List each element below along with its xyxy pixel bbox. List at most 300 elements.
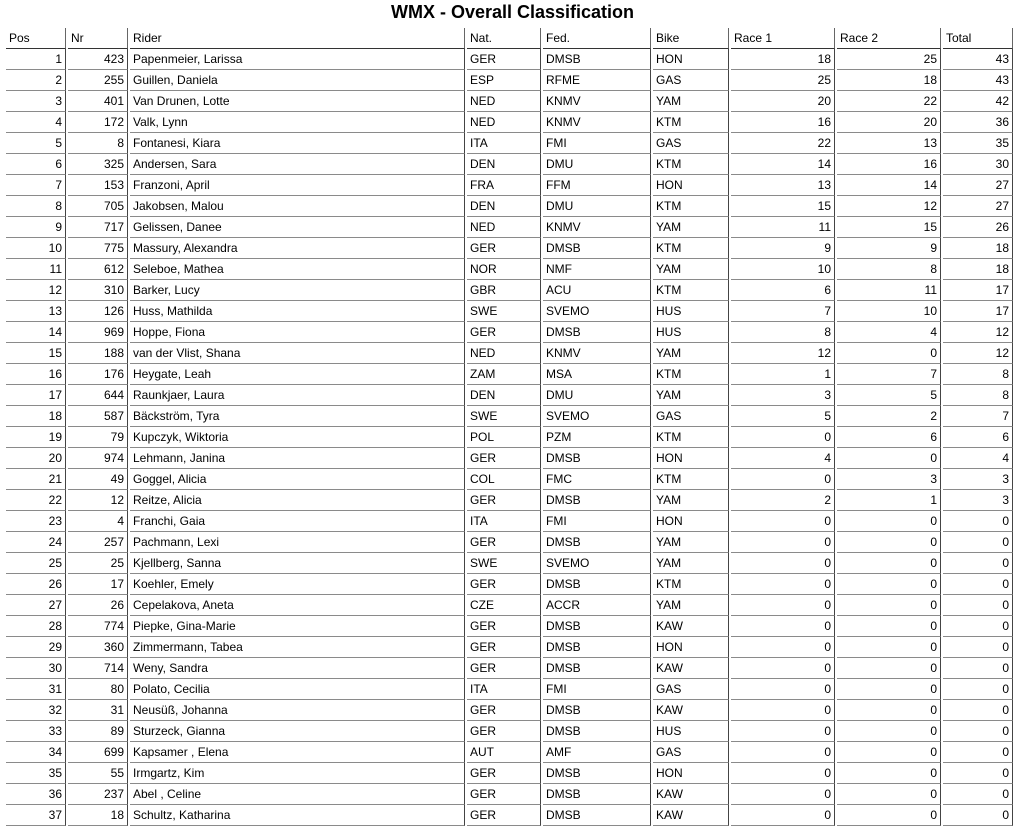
- cell-total: 27: [943, 175, 1013, 196]
- cell-pos: 15: [6, 343, 66, 364]
- cell-nr: 79: [68, 427, 128, 448]
- cell-total: 0: [943, 595, 1013, 616]
- cell-pos: 19: [6, 427, 66, 448]
- cell-bike: GAS: [653, 406, 729, 427]
- cell-nat: GER: [467, 721, 541, 742]
- cell-race2: 9: [837, 238, 941, 259]
- cell-fed: FMI: [543, 511, 651, 532]
- cell-fed: SVEMO: [543, 301, 651, 322]
- cell-race2: 8: [837, 259, 941, 280]
- cell-pos: 3: [6, 91, 66, 112]
- cell-fed: KNMV: [543, 91, 651, 112]
- cell-race1: 0: [731, 742, 835, 763]
- cell-bike: HON: [653, 448, 729, 469]
- cell-race1: 2: [731, 490, 835, 511]
- cell-nat: DEN: [467, 154, 541, 175]
- cell-rider: Reitze, Alicia: [130, 490, 465, 511]
- cell-race2: 0: [837, 448, 941, 469]
- header-fed: Fed.: [543, 28, 651, 49]
- cell-bike: KAW: [653, 784, 729, 805]
- cell-total: 7: [943, 406, 1013, 427]
- cell-rider: Huss, Mathilda: [130, 301, 465, 322]
- cell-nat: GER: [467, 616, 541, 637]
- table-row: [6, 469, 1013, 490]
- cell-bike: HON: [653, 637, 729, 658]
- cell-bike: KTM: [653, 427, 729, 448]
- header-nat: Nat.: [467, 28, 541, 49]
- cell-rider: Bäckström, Tyra: [130, 406, 465, 427]
- header-pos: Pos: [6, 28, 66, 49]
- table-row: [6, 322, 1013, 343]
- cell-race1: 7: [731, 301, 835, 322]
- cell-pos: 13: [6, 301, 66, 322]
- cell-total: 18: [943, 238, 1013, 259]
- cell-total: 35: [943, 133, 1013, 154]
- cell-race2: 4: [837, 322, 941, 343]
- cell-fed: DMSB: [543, 616, 651, 637]
- cell-fed: DMSB: [543, 637, 651, 658]
- cell-pos: 14: [6, 322, 66, 343]
- cell-pos: 16: [6, 364, 66, 385]
- cell-bike: HUS: [653, 301, 729, 322]
- cell-bike: KTM: [653, 154, 729, 175]
- cell-race2: 3: [837, 469, 941, 490]
- cell-race2: 11: [837, 280, 941, 301]
- cell-nat: SWE: [467, 301, 541, 322]
- cell-bike: KTM: [653, 469, 729, 490]
- cell-race1: 12: [731, 343, 835, 364]
- cell-total: 17: [943, 301, 1013, 322]
- cell-race1: 16: [731, 112, 835, 133]
- cell-nat: GER: [467, 49, 541, 70]
- cell-pos: 1: [6, 49, 66, 70]
- cell-pos: 11: [6, 259, 66, 280]
- cell-rider: Abel , Celine: [130, 784, 465, 805]
- cell-rider: Koehler, Emely: [130, 574, 465, 595]
- cell-nat: ITA: [467, 133, 541, 154]
- cell-bike: GAS: [653, 133, 729, 154]
- table-row: [6, 154, 1013, 175]
- cell-nat: GER: [467, 490, 541, 511]
- cell-race1: 20: [731, 91, 835, 112]
- cell-pos: 32: [6, 700, 66, 721]
- table-row: [6, 700, 1013, 721]
- cell-nr: 325: [68, 154, 128, 175]
- cell-pos: 30: [6, 658, 66, 679]
- cell-pos: 29: [6, 637, 66, 658]
- cell-pos: 18: [6, 406, 66, 427]
- cell-nat: NED: [467, 91, 541, 112]
- cell-nat: GER: [467, 322, 541, 343]
- cell-race1: 4: [731, 448, 835, 469]
- cell-rider: Zimmermann, Tabea: [130, 637, 465, 658]
- cell-rider: Goggel, Alicia: [130, 469, 465, 490]
- cell-total: 0: [943, 616, 1013, 637]
- cell-pos: 23: [6, 511, 66, 532]
- cell-total: 0: [943, 721, 1013, 742]
- cell-rider: Schultz, Katharina: [130, 805, 465, 826]
- table-row: [6, 406, 1013, 427]
- cell-pos: 10: [6, 238, 66, 259]
- cell-rider: Lehmann, Janina: [130, 448, 465, 469]
- header-rider: Rider: [130, 28, 465, 49]
- cell-pos: 35: [6, 763, 66, 784]
- cell-race1: 0: [731, 616, 835, 637]
- cell-fed: DMSB: [543, 700, 651, 721]
- cell-race1: 14: [731, 154, 835, 175]
- cell-race2: 6: [837, 427, 941, 448]
- cell-nat: GER: [467, 658, 541, 679]
- cell-nr: 705: [68, 196, 128, 217]
- cell-fed: KNMV: [543, 217, 651, 238]
- cell-race1: 15: [731, 196, 835, 217]
- cell-rider: Fontanesi, Kiara: [130, 133, 465, 154]
- cell-bike: GAS: [653, 70, 729, 91]
- cell-rider: Jakobsen, Malou: [130, 196, 465, 217]
- cell-nr: 176: [68, 364, 128, 385]
- cell-pos: 31: [6, 679, 66, 700]
- cell-race2: 25: [837, 49, 941, 70]
- cell-total: 43: [943, 49, 1013, 70]
- cell-nat: ESP: [467, 70, 541, 91]
- cell-race1: 0: [731, 595, 835, 616]
- cell-race2: 0: [837, 658, 941, 679]
- classification-table: [4, 28, 1015, 826]
- cell-bike: KAW: [653, 616, 729, 637]
- cell-nr: 188: [68, 343, 128, 364]
- cell-race1: 0: [731, 763, 835, 784]
- cell-rider: Seleboe, Mathea: [130, 259, 465, 280]
- cell-race1: 18: [731, 49, 835, 70]
- cell-nr: 587: [68, 406, 128, 427]
- cell-bike: HON: [653, 511, 729, 532]
- cell-race2: 14: [837, 175, 941, 196]
- cell-total: 12: [943, 322, 1013, 343]
- cell-fed: KNMV: [543, 343, 651, 364]
- header-bike: Bike: [653, 28, 729, 49]
- cell-race2: 20: [837, 112, 941, 133]
- cell-nr: 153: [68, 175, 128, 196]
- cell-nat: SWE: [467, 553, 541, 574]
- cell-nr: 8: [68, 133, 128, 154]
- cell-fed: DMSB: [543, 721, 651, 742]
- cell-race2: 0: [837, 763, 941, 784]
- cell-race1: 0: [731, 427, 835, 448]
- cell-total: 0: [943, 700, 1013, 721]
- cell-nat: CZE: [467, 595, 541, 616]
- cell-total: 30: [943, 154, 1013, 175]
- cell-race2: 12: [837, 196, 941, 217]
- cell-fed: FFM: [543, 175, 651, 196]
- cell-fed: FMC: [543, 469, 651, 490]
- cell-nat: SWE: [467, 406, 541, 427]
- table-row: [6, 532, 1013, 553]
- cell-rider: Raunkjaer, Laura: [130, 385, 465, 406]
- cell-race1: 0: [731, 679, 835, 700]
- header-race2: Race 2: [837, 28, 941, 49]
- cell-fed: FMI: [543, 679, 651, 700]
- cell-rider: Kjellberg, Sanna: [130, 553, 465, 574]
- table-row: [6, 112, 1013, 133]
- cell-fed: DMSB: [543, 784, 651, 805]
- cell-fed: NMF: [543, 259, 651, 280]
- cell-pos: 22: [6, 490, 66, 511]
- cell-race2: 7: [837, 364, 941, 385]
- cell-race2: 0: [837, 595, 941, 616]
- cell-fed: DMSB: [543, 49, 651, 70]
- table-row: [6, 679, 1013, 700]
- cell-fed: DMSB: [543, 658, 651, 679]
- cell-nat: GER: [467, 532, 541, 553]
- cell-race2: 0: [837, 532, 941, 553]
- cell-total: 0: [943, 553, 1013, 574]
- cell-nat: GER: [467, 238, 541, 259]
- page-title: WMX - Overall Classification: [390, 2, 635, 22]
- cell-bike: YAM: [653, 91, 729, 112]
- cell-rider: Valk, Lynn: [130, 112, 465, 133]
- cell-nr: 17: [68, 574, 128, 595]
- cell-rider: Neusüß, Johanna: [130, 700, 465, 721]
- cell-fed: DMU: [543, 196, 651, 217]
- cell-nat: ZAM: [467, 364, 541, 385]
- cell-nr: 360: [68, 637, 128, 658]
- table-row: [6, 301, 1013, 322]
- table-row: [6, 259, 1013, 280]
- table-row: [6, 742, 1013, 763]
- cell-fed: KNMV: [543, 112, 651, 133]
- cell-total: 12: [943, 343, 1013, 364]
- cell-total: 17: [943, 280, 1013, 301]
- cell-fed: DMSB: [543, 490, 651, 511]
- cell-pos: 6: [6, 154, 66, 175]
- cell-rider: Franzoni, April: [130, 175, 465, 196]
- cell-rider: Sturzeck, Gianna: [130, 721, 465, 742]
- cell-race2: 0: [837, 511, 941, 532]
- cell-total: 0: [943, 574, 1013, 595]
- cell-total: 0: [943, 805, 1013, 826]
- cell-total: 4: [943, 448, 1013, 469]
- cell-rider: Weny, Sandra: [130, 658, 465, 679]
- cell-bike: HON: [653, 763, 729, 784]
- table-row: [6, 574, 1013, 595]
- cell-nat: GER: [467, 700, 541, 721]
- cell-rider: Piepke, Gina-Marie: [130, 616, 465, 637]
- cell-bike: YAM: [653, 595, 729, 616]
- table-header-row: [6, 28, 1013, 49]
- cell-race1: 13: [731, 175, 835, 196]
- cell-bike: YAM: [653, 259, 729, 280]
- cell-pos: 5: [6, 133, 66, 154]
- table-row: [6, 721, 1013, 742]
- cell-rider: Hoppe, Fiona: [130, 322, 465, 343]
- cell-nr: 257: [68, 532, 128, 553]
- cell-nat: NED: [467, 112, 541, 133]
- cell-race1: 0: [731, 511, 835, 532]
- cell-pos: 37: [6, 805, 66, 826]
- cell-rider: Heygate, Leah: [130, 364, 465, 385]
- cell-fed: AMF: [543, 742, 651, 763]
- cell-total: 0: [943, 763, 1013, 784]
- table-row: [6, 343, 1013, 364]
- cell-bike: YAM: [653, 343, 729, 364]
- table-row: [6, 511, 1013, 532]
- cell-nr: 644: [68, 385, 128, 406]
- cell-race2: 13: [837, 133, 941, 154]
- cell-rider: Barker, Lucy: [130, 280, 465, 301]
- cell-pos: 27: [6, 595, 66, 616]
- cell-nat: COL: [467, 469, 541, 490]
- cell-race1: 0: [731, 700, 835, 721]
- cell-fed: MSA: [543, 364, 651, 385]
- cell-nat: NOR: [467, 259, 541, 280]
- cell-race1: 11: [731, 217, 835, 238]
- cell-nr: 401: [68, 91, 128, 112]
- cell-nat: GER: [467, 574, 541, 595]
- cell-race1: 0: [731, 532, 835, 553]
- cell-race1: 0: [731, 784, 835, 805]
- cell-pos: 33: [6, 721, 66, 742]
- cell-fed: FMI: [543, 133, 651, 154]
- cell-rider: Massury, Alexandra: [130, 238, 465, 259]
- cell-bike: KTM: [653, 238, 729, 259]
- cell-nat: DEN: [467, 385, 541, 406]
- cell-race1: 0: [731, 574, 835, 595]
- cell-pos: 12: [6, 280, 66, 301]
- cell-bike: KTM: [653, 280, 729, 301]
- cell-total: 36: [943, 112, 1013, 133]
- cell-nat: GER: [467, 763, 541, 784]
- cell-race2: 5: [837, 385, 941, 406]
- cell-rider: Papenmeier, Larissa: [130, 49, 465, 70]
- cell-total: 0: [943, 637, 1013, 658]
- cell-race2: 0: [837, 805, 941, 826]
- table-row: [6, 448, 1013, 469]
- cell-nr: 49: [68, 469, 128, 490]
- cell-nat: GER: [467, 805, 541, 826]
- cell-nr: 775: [68, 238, 128, 259]
- cell-race2: 0: [837, 742, 941, 763]
- table-row: [6, 133, 1013, 154]
- table-row: [6, 616, 1013, 637]
- cell-race2: 18: [837, 70, 941, 91]
- cell-nr: 126: [68, 301, 128, 322]
- cell-race2: 0: [837, 700, 941, 721]
- cell-nat: GER: [467, 448, 541, 469]
- cell-total: 8: [943, 364, 1013, 385]
- table-row: [6, 217, 1013, 238]
- cell-race2: 0: [837, 553, 941, 574]
- table-row: [6, 658, 1013, 679]
- cell-race2: 0: [837, 784, 941, 805]
- cell-nat: GBR: [467, 280, 541, 301]
- cell-race2: 0: [837, 679, 941, 700]
- cell-total: 8: [943, 385, 1013, 406]
- cell-pos: 34: [6, 742, 66, 763]
- cell-bike: KAW: [653, 700, 729, 721]
- cell-bike: HON: [653, 49, 729, 70]
- cell-race1: 9: [731, 238, 835, 259]
- cell-race2: 10: [837, 301, 941, 322]
- cell-fed: DMSB: [543, 238, 651, 259]
- cell-race1: 8: [731, 322, 835, 343]
- cell-nr: 969: [68, 322, 128, 343]
- cell-total: 0: [943, 679, 1013, 700]
- cell-rider: Pachmann, Lexi: [130, 532, 465, 553]
- header-nr: Nr: [68, 28, 128, 49]
- cell-rider: Van Drunen, Lotte: [130, 91, 465, 112]
- cell-nr: 25: [68, 553, 128, 574]
- cell-bike: KTM: [653, 112, 729, 133]
- table-row: [6, 784, 1013, 805]
- cell-rider: Guillen, Daniela: [130, 70, 465, 91]
- cell-total: 0: [943, 532, 1013, 553]
- cell-nr: 18: [68, 805, 128, 826]
- cell-race2: 16: [837, 154, 941, 175]
- cell-nat: POL: [467, 427, 541, 448]
- cell-bike: KTM: [653, 574, 729, 595]
- cell-total: 26: [943, 217, 1013, 238]
- cell-fed: DMSB: [543, 532, 651, 553]
- table-row: [6, 553, 1013, 574]
- cell-race2: 15: [837, 217, 941, 238]
- table-row: [6, 175, 1013, 196]
- cell-race1: 1: [731, 364, 835, 385]
- cell-total: 3: [943, 469, 1013, 490]
- cell-race2: 0: [837, 574, 941, 595]
- cell-race2: 2: [837, 406, 941, 427]
- cell-nr: 714: [68, 658, 128, 679]
- cell-pos: 25: [6, 553, 66, 574]
- cell-bike: HON: [653, 175, 729, 196]
- cell-race1: 0: [731, 553, 835, 574]
- cell-total: 27: [943, 196, 1013, 217]
- cell-race1: 22: [731, 133, 835, 154]
- cell-rider: Franchi, Gaia: [130, 511, 465, 532]
- cell-bike: HUS: [653, 721, 729, 742]
- cell-rider: Kapsamer , Elena: [130, 742, 465, 763]
- cell-fed: DMSB: [543, 763, 651, 784]
- cell-total: 6: [943, 427, 1013, 448]
- cell-race2: 0: [837, 637, 941, 658]
- cell-race1: 0: [731, 637, 835, 658]
- cell-bike: YAM: [653, 217, 729, 238]
- table-row: [6, 763, 1013, 784]
- table-row: [6, 196, 1013, 217]
- cell-race1: 0: [731, 658, 835, 679]
- cell-nat: GER: [467, 784, 541, 805]
- cell-nat: FRA: [467, 175, 541, 196]
- cell-nat: NED: [467, 217, 541, 238]
- cell-race1: 25: [731, 70, 835, 91]
- cell-total: 43: [943, 70, 1013, 91]
- cell-race1: 5: [731, 406, 835, 427]
- header-race1: Race 1: [731, 28, 835, 49]
- cell-pos: 4: [6, 112, 66, 133]
- cell-nr: 31: [68, 700, 128, 721]
- cell-fed: DMSB: [543, 805, 651, 826]
- cell-race2: 0: [837, 721, 941, 742]
- cell-bike: YAM: [653, 532, 729, 553]
- cell-bike: YAM: [653, 385, 729, 406]
- cell-nr: 172: [68, 112, 128, 133]
- cell-race2: 0: [837, 616, 941, 637]
- cell-nat: ITA: [467, 511, 541, 532]
- cell-bike: KTM: [653, 196, 729, 217]
- cell-rider: Polato, Cecilia: [130, 679, 465, 700]
- cell-bike: GAS: [653, 742, 729, 763]
- cell-pos: 2: [6, 70, 66, 91]
- table-row: [6, 91, 1013, 112]
